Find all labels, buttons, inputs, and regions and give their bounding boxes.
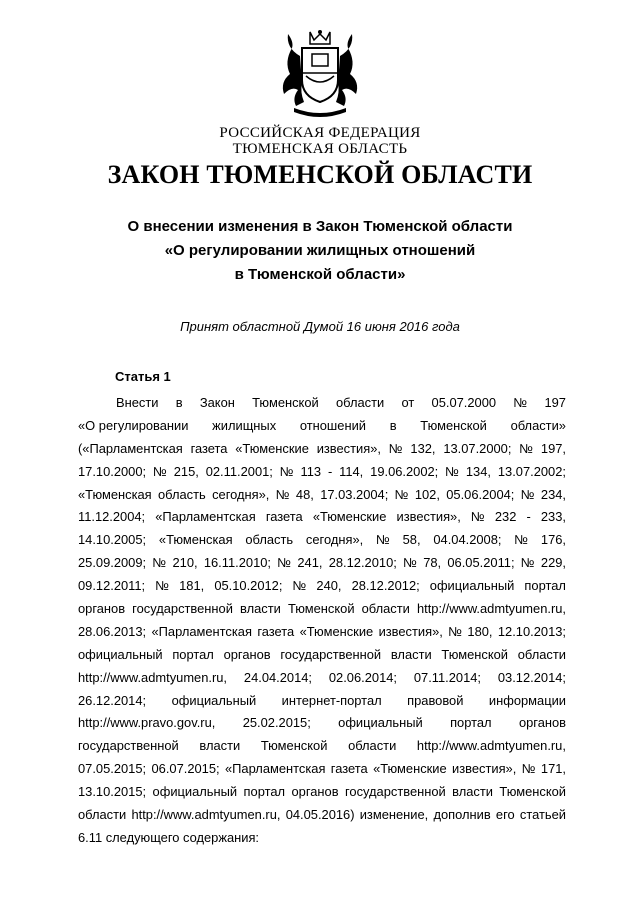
body-word: № [448,623,463,639]
body-line [78,438,566,461]
body-word: 07.05.2015; [78,761,147,777]
body-word: известия», [452,761,517,777]
body-word: 25.09.2009; [78,555,147,571]
body-word: официальный [429,578,515,594]
body-word: № [152,555,167,571]
body-word: 28.12.2010; [328,555,397,571]
body-word: Тюменской [252,395,319,410]
body-word: правовой [407,692,464,708]
body-word: 26.12.2014; [78,692,147,708]
body-word: 180, [467,623,493,639]
body-word: № [388,440,403,456]
body-word: известия», [396,509,461,525]
body-word: «Парламентская [224,761,326,777]
law-title-line-2: «О регулировании жилищных отношений [164,242,476,259]
body-word: государственной [132,601,233,617]
body-word: 28.06.2013; [78,623,147,639]
body-word: портал [172,646,214,662]
body-word: 12.10.2013; [497,623,566,639]
body-line [78,529,566,552]
body-word: Тюменской [260,738,328,754]
body-word: № [521,761,536,777]
body-word: газета [190,440,228,456]
adoption-date: Принят областной Думой 16 июня 2016 года [180,319,460,334]
body-word: области [78,807,127,823]
body-word: области [348,738,397,754]
body-word: 171, [540,761,566,777]
body-word: портал [524,578,566,594]
body-word: 19.06.2002; [370,463,439,479]
body-word: «О регулировании [78,417,189,433]
body-word: 09.12.2011; [78,578,146,594]
body-word: Тюменской [287,601,355,617]
body-word: интернет-портал [281,692,382,708]
body-word: дополнив [433,807,491,823]
body-word: 07.11.2014; [413,669,482,685]
body-word: в [389,417,397,433]
body-word: № [292,578,307,594]
body-word: 197, [540,440,566,456]
body-word: «Тюменские [299,623,374,639]
body-word: 06.05.2011; [447,555,515,571]
body-word: № [153,463,167,479]
body-word: 16.11.2010; [203,555,271,571]
body-word: власти [452,784,493,800]
body-line [78,575,566,598]
body-word: 02.06.2014; [328,669,397,685]
body-word: 11.12.2004; [78,509,146,525]
body-word: области [361,601,410,617]
body-word: официальный [171,692,257,708]
article-body [78,392,566,850]
body-line [78,415,566,438]
body-word: 04.04.2008; [433,532,502,548]
body-word: № [520,486,535,502]
body-word: портал [243,784,286,800]
body-word: «Парламентская [155,509,256,525]
body-word: 28.12.2012; [351,578,420,594]
body-word: № [470,509,485,525]
body-word: «Парламентская [151,623,252,639]
body-word: изменение, [359,807,429,823]
body-word: 197 [544,395,566,410]
body-word: 241, [297,555,323,571]
body-word: государственной [280,646,382,662]
tyumen-coat-of-arms-icon [270,28,370,118]
body-line [78,804,566,827]
body-word: № [520,555,535,571]
body-word: области» [510,417,566,433]
body-word: информации [488,692,566,708]
body-word: область [158,486,206,502]
body-word: статьей [519,807,566,823]
body-line [78,712,566,735]
body-word: в [175,395,183,410]
body-word: 232 [494,509,517,525]
body-word: http://www.pravo.gov.ru, [78,715,216,731]
body-word: № [376,532,390,548]
header-country: РОССИЙСКАЯ ФЕДЕРАЦИЯ [219,125,421,141]
body-word: власти [240,601,281,617]
body-line [78,506,566,529]
body-line [78,552,566,575]
body-word: органов [291,784,339,800]
body-word: 24.04.2014; [243,669,313,685]
body-word: органов [223,646,271,662]
body-word: № [445,463,459,479]
body-word: http://www.admtyumen.ru, [131,807,281,823]
body-word: 13.07.2000; [443,440,512,456]
body-word: («Парламентская [78,440,183,456]
law-title-line-1: О внесении изменения в Закон Тюменской области [127,218,513,235]
body-line [78,392,566,415]
body-word: Тюменской [499,784,566,800]
body-word: № [513,395,528,410]
body-word: Внести [116,395,159,410]
body-word: 102, [414,486,440,502]
body-word: 25.02.2015; [242,715,311,731]
body-word: 132, [410,440,436,456]
body-word: газета [257,623,295,639]
body-word: «Тюменская [78,486,152,502]
body-word: 02.11.2001; [205,463,273,479]
body-word: отношений [299,417,366,433]
body-word: № [514,532,529,548]
law-title-line-3: в Тюменской области» [234,266,406,283]
body-word: 17.10.2000; [78,463,147,479]
body-word: 78, [423,555,442,571]
body-word: № [519,440,534,456]
body-word: - [327,463,333,479]
law-heading: ЗАКОН ТЮМЕНСКОЙ ОБЛАСТИ [107,160,533,189]
body-word: № [277,555,292,571]
body-word: № [279,463,294,479]
body-word: 240, [316,578,342,594]
body-word: власти [390,646,432,662]
body-word: Закон [199,395,235,410]
body-word: сегодня», [305,532,364,548]
body-word: - [526,509,531,525]
body-word: 229, [540,555,566,571]
body-word: «Тюменские [373,761,447,777]
body-word: 181, [179,578,205,594]
body-word: его [495,807,515,823]
body-word: официальный [78,646,163,662]
body-word: 176, [540,532,566,548]
body-line [78,644,566,667]
body-word: области [517,646,566,662]
body-word: 06.07.2015; [151,761,220,777]
body-word: область [245,532,294,548]
header-region: ТЮМЕНСКАЯ ОБЛАСТЬ [232,141,408,157]
body-word: Тюменской [420,417,487,433]
body-word: известия», [316,440,381,456]
body-word: № [275,486,290,502]
body-word: 58, [402,532,421,548]
body-line [78,735,566,758]
body-word: жилищных [212,417,277,433]
body-line [78,827,566,850]
body-word: органов [78,601,126,617]
body-line [78,758,566,781]
body-word: Тюменской [441,646,509,662]
body-word: государственной [78,738,179,754]
body-word: 13.10.2015; [78,784,147,800]
body-line [78,690,566,713]
body-word: «Тюменские [235,440,309,456]
body-word: 05.07.2000 [431,395,497,410]
body-word: 05.06.2004; [446,486,515,502]
body-word: «Тюменские [312,509,387,525]
body-word: области [335,395,385,410]
body-word: 6.11 следующего содержания: [78,829,260,845]
body-word: 03.12.2014; [497,669,566,685]
body-line [78,667,566,690]
body-word: государственной [344,784,446,800]
body-word: 17.03.2004; [320,486,389,502]
body-word: известия», [378,623,443,639]
body-word: органов [518,715,566,731]
body-word: 210, [172,555,198,571]
body-word: газета [330,761,368,777]
body-word: № [394,486,409,502]
body-word: 48, [295,486,314,502]
body-word: газета [265,509,303,525]
body-line [78,781,566,804]
body-word: 134, [465,463,491,479]
body-word: http://www.admtyumen.ru, [416,738,566,754]
body-word: http://www.admtyumen.ru, [416,601,566,617]
body-word: власти [199,738,241,754]
body-word: № [403,555,417,571]
body-line [78,461,566,484]
body-word: 114, [339,463,364,479]
body-word: 113 [300,463,322,479]
body-word: от [401,395,415,410]
body-word: официальный [152,784,238,800]
body-word: сегодня», [212,486,270,502]
body-word: официальный [338,715,423,731]
body-word: «Тюменская [158,532,233,548]
body-word: 215, [173,463,199,479]
body-line [78,484,566,507]
body-word: 234, [540,486,566,502]
body-word: http://www.admtyumen.ru, [78,669,228,685]
article-heading: Статья 1 [115,369,171,384]
body-word: портал [450,715,492,731]
body-word: 13.07.2002; [497,463,566,479]
body-line [78,621,566,644]
body-word: 05.10.2012; [214,578,283,594]
body-word: 233, [540,509,566,525]
body-word: 14.10.2005; [78,532,147,548]
body-word: 04.05.2016) [285,807,355,823]
body-word: № [155,578,170,594]
body-line [78,598,566,621]
